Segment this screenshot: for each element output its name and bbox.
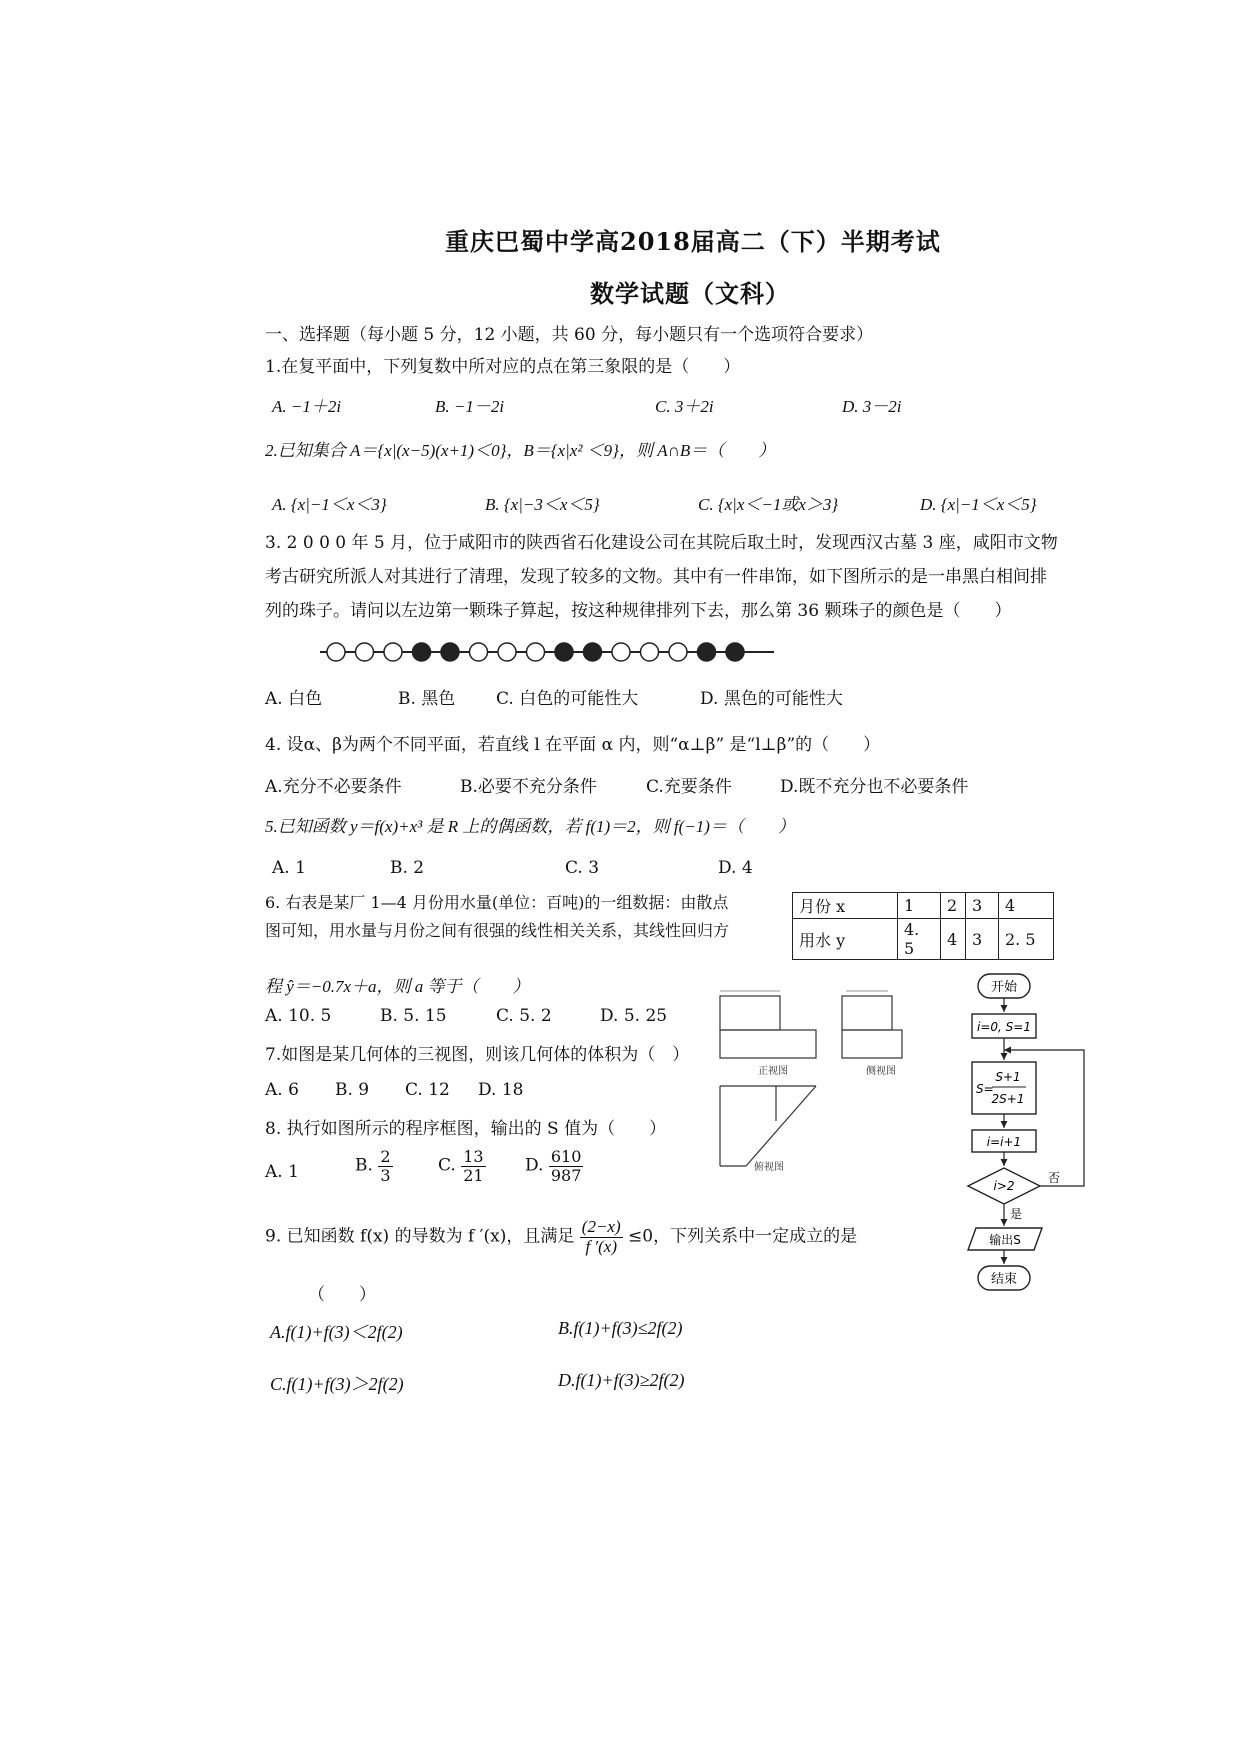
option-d-fraction bbox=[549, 1148, 584, 1184]
bead-black bbox=[698, 643, 716, 661]
flowchart-init-label: i=0, S=1 bbox=[977, 1020, 1031, 1034]
bead-string-figure bbox=[318, 636, 778, 668]
option-b-fraction bbox=[378, 1148, 392, 1184]
bead-black bbox=[726, 643, 744, 661]
question-6-line-2: 图可知，用水量与月份之间有很强的线性相关关系，其线性回归方 bbox=[265, 921, 730, 940]
question-6-option-d: D. 5. 25 bbox=[600, 1006, 668, 1026]
table-cell: 4. 5 bbox=[898, 919, 941, 960]
question-9-stem-pre: 9. 已知函数 f(x) 的导数为 f ′(x)，且满足 bbox=[265, 1226, 575, 1247]
table-cell: 4 bbox=[999, 893, 1054, 919]
question-9-fraction bbox=[580, 1218, 623, 1256]
flowchart-end-label: 结束 bbox=[990, 1272, 1018, 1287]
fraction-denominator: f ′(x) bbox=[585, 1236, 617, 1256]
flowchart-output-label: 输出S bbox=[989, 1233, 1021, 1247]
question-8-option-b bbox=[355, 1148, 393, 1184]
fraction-numerator: 13 bbox=[463, 1147, 484, 1166]
exam-subtitle: 数学试题（文科） bbox=[590, 279, 790, 308]
flowchart-figure bbox=[950, 968, 1100, 1328]
question-1-option-c: C. 3＋2i bbox=[655, 397, 714, 416]
table-cell: 3 bbox=[966, 893, 999, 919]
question-8-stem: 8. 执行如图所示的程序框图，输出的 S 值为（ ） bbox=[265, 1119, 667, 1139]
question-4-stem: 4. 设α、β为两个不同平面，若直线 l 在平面 α 内，则“α⊥β” 是“l⊥β”的（ ） bbox=[265, 735, 881, 755]
fraction-numerator: 2 bbox=[380, 1147, 391, 1166]
option-b-prefix: B. bbox=[355, 1155, 373, 1176]
question-7-stem: 7.如图是某几何体的三视图，则该几何体的体积为（ ） bbox=[265, 1045, 690, 1065]
question-5-option-a: A. 1 bbox=[272, 858, 306, 878]
question-3-line-1: 3. 2 0 0 0 年 5 月，位于咸阳市的陕西省石化建设公司在其院后取土时，发现西汉古墓 3 座，咸阳市文物 bbox=[265, 533, 1058, 553]
question-2-option-c: C. {x|x＜−1或x＞3} bbox=[698, 495, 839, 514]
question-1-option-a: A. −1＋2i bbox=[272, 397, 342, 416]
question-4-option-a: A.充分不必要条件 bbox=[265, 777, 402, 797]
bead-black bbox=[555, 643, 573, 661]
bead-white bbox=[384, 643, 402, 661]
question-9-option-d: D.f(1)+f(3)≥2f(2) bbox=[558, 1370, 685, 1390]
question-8-option-d bbox=[525, 1148, 583, 1184]
question-4-option-b: B.必要不充分条件 bbox=[460, 777, 597, 797]
question-3-option-c: C. 白色的可能性大 bbox=[496, 689, 639, 709]
question-7-option-b: B. 9 bbox=[335, 1080, 370, 1100]
fraction-numerator: (2−x) bbox=[581, 1217, 621, 1236]
question-9-stem bbox=[265, 1218, 857, 1256]
question-4-option-c: C.充要条件 bbox=[646, 777, 732, 797]
question-1-stem: 1.在复平面中，下列复数中所对应的点在第三象限的是（ ） bbox=[265, 357, 741, 377]
flowchart-assign-lhs: S= bbox=[976, 1082, 994, 1096]
front-view-label: 正视图 bbox=[758, 1066, 788, 1077]
bead-black bbox=[441, 643, 459, 661]
question-9-option-c: C.f(1)+f(3)＞2f(2) bbox=[270, 1374, 404, 1394]
front-view bbox=[720, 991, 816, 1077]
side-view-label: 侧视图 bbox=[866, 1066, 896, 1077]
question-2-option-b: B. {x|−3＜x＜5} bbox=[485, 495, 600, 514]
bead-white bbox=[498, 643, 516, 661]
option-c-fraction bbox=[461, 1148, 485, 1184]
table-cell: 1 bbox=[898, 893, 941, 919]
table-row bbox=[793, 919, 1054, 960]
bead-white bbox=[356, 643, 374, 661]
table-row bbox=[793, 893, 1054, 919]
question-8-option-c bbox=[438, 1148, 486, 1184]
question-2-stem: 2.已知集合 A＝{x|(x−5)(x+1)＜0}，B＝{x|x² ＜9}，则 A∩B＝（ ） bbox=[265, 441, 776, 460]
bead-black bbox=[584, 643, 602, 661]
fraction-denominator: 987 bbox=[550, 1165, 582, 1185]
question-7-option-c: C. 12 bbox=[405, 1080, 450, 1100]
bead-white bbox=[327, 643, 345, 661]
question-3-line-3: 列的珠子。请问以左边第一颗珠子算起，按这种规律排列下去，那么第 36 颗珠子的颜色是（ ） bbox=[265, 601, 1012, 621]
question-2-option-d: D. {x|−1＜x＜5} bbox=[920, 495, 1037, 514]
flowchart-increment-label: i=i+1 bbox=[986, 1135, 1022, 1149]
question-9-option-a: A.f(1)+f(3)＜2f(2) bbox=[270, 1322, 403, 1342]
flowchart-assign-den: 2S+1 bbox=[991, 1092, 1025, 1106]
bead-white bbox=[612, 643, 630, 661]
question-5-option-c: C. 3 bbox=[565, 858, 600, 878]
question-3-option-d: D. 黑色的可能性大 bbox=[700, 689, 843, 709]
question-8-option-a: A. 1 bbox=[265, 1162, 299, 1182]
question-5-stem: 5.已知函数 y＝f(x)+x³ 是 R 上的偶函数，若 f(1)＝2，则 f(−1)＝（ ） bbox=[265, 817, 795, 836]
section-heading: 一、选择题（每小题 5 分，12 小题，共 60 分，每小题只有一个选项符合要求） bbox=[265, 325, 874, 345]
question-9-stem-post: ≤0，下列关系中一定成立的是 bbox=[628, 1226, 858, 1247]
flowchart-assign-num: S+1 bbox=[995, 1070, 1021, 1084]
bead-black bbox=[413, 643, 431, 661]
table-row-label: 月份 x bbox=[793, 893, 898, 919]
side-view bbox=[842, 991, 902, 1077]
question-1-option-d: D. 3－2i bbox=[842, 397, 902, 416]
question-6-option-a: A. 10. 5 bbox=[265, 1006, 332, 1026]
flowchart-yes-label: 是 bbox=[1010, 1207, 1023, 1221]
question-7-option-d: D. 18 bbox=[478, 1080, 524, 1100]
question-9-option-b: B.f(1)+f(3)≤2f(2) bbox=[558, 1318, 683, 1338]
bead-white bbox=[641, 643, 659, 661]
option-d-prefix: D. bbox=[525, 1155, 544, 1176]
three-view-figure bbox=[716, 986, 926, 1176]
question-3-option-a: A. 白色 bbox=[265, 689, 323, 709]
water-usage-table bbox=[792, 892, 1054, 960]
question-5-option-b: B. 2 bbox=[390, 858, 425, 878]
table-cell: 2 bbox=[941, 893, 966, 919]
question-3-option-b: B. 黑色 bbox=[398, 689, 456, 709]
exam-title: 重庆巴蜀中学高2018届高二（下）半期考试 bbox=[445, 227, 941, 256]
question-4-option-d: D.既不充分也不必要条件 bbox=[780, 777, 969, 797]
bead-white bbox=[669, 643, 687, 661]
question-6-option-b: B. 5. 15 bbox=[380, 1006, 447, 1026]
question-6-line-3: 程 ŷ＝−0.7x＋a，则 a 等于（ ） bbox=[265, 977, 530, 996]
fraction-denominator: 3 bbox=[380, 1165, 391, 1185]
question-1-option-b: B. −1－2i bbox=[435, 397, 505, 416]
question-6-option-c: C. 5. 2 bbox=[496, 1006, 552, 1026]
table-cell: 4 bbox=[941, 919, 966, 960]
question-3-line-2: 考古研究所派人对其进行了清理，发现了较多的文物。其中有一件串饰，如下图所示的是一串黑白相间排 bbox=[265, 567, 1047, 587]
option-c-prefix: C. bbox=[438, 1155, 456, 1176]
question-7-option-a: A. 6 bbox=[265, 1080, 299, 1100]
question-5-option-d: D. 4 bbox=[718, 858, 753, 878]
table-cell: 3 bbox=[966, 919, 999, 960]
table-cell: 2. 5 bbox=[999, 919, 1054, 960]
fraction-numerator: 610 bbox=[550, 1147, 582, 1166]
question-9-answer-paren: （ ） bbox=[308, 1285, 376, 1305]
fraction-denominator: 21 bbox=[463, 1165, 484, 1185]
question-2-option-a: A. {x|−1＜x＜3} bbox=[272, 495, 387, 514]
flowchart-no-label: 否 bbox=[1048, 1171, 1061, 1185]
top-view bbox=[720, 1086, 816, 1173]
flowchart-condition-label: i>2 bbox=[993, 1179, 1015, 1193]
question-6-line-1: 6. 右表是某厂 1—4 月份用水量(单位：百吨)的一组数据：由散点 bbox=[265, 893, 729, 912]
flowchart-start-label: 开始 bbox=[990, 980, 1018, 995]
bead-white bbox=[470, 643, 488, 661]
table-row-label: 用水 y bbox=[793, 919, 898, 960]
top-view-label: 俯视图 bbox=[754, 1162, 784, 1173]
bead-white bbox=[527, 643, 545, 661]
